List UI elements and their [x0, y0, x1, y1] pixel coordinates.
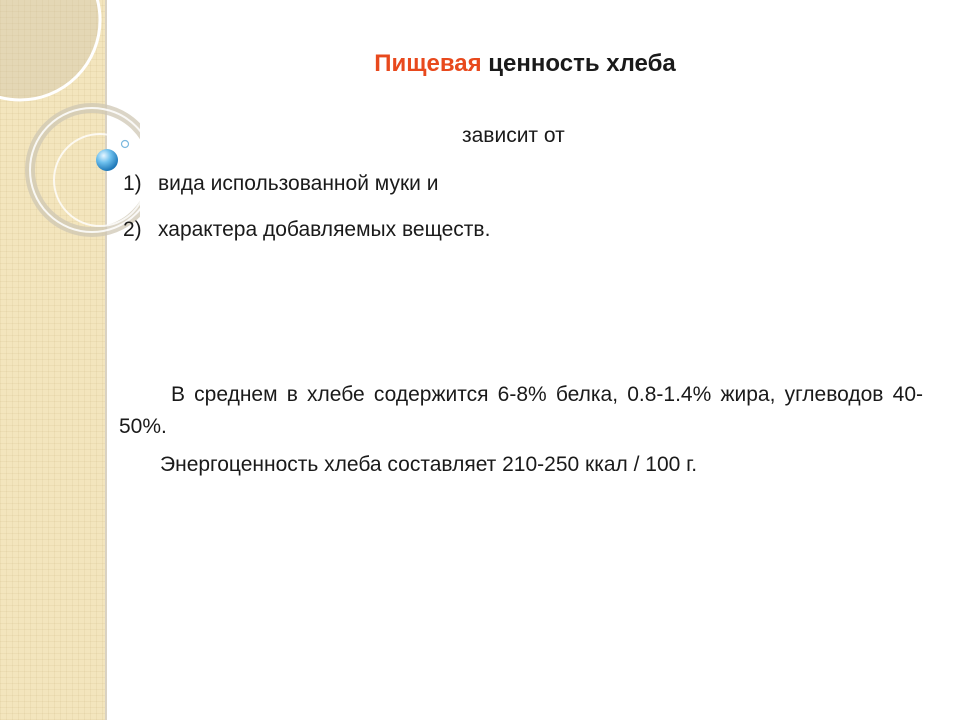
- composition-paragraph: В среднем в хлебе содержится 6-8% белка, 0.8-1.4% жира, углеводов 40-50%.: [119, 383, 923, 438]
- list-item-1: [123, 172, 438, 196]
- list-item-2: [123, 218, 490, 242]
- ring-outer-highlight: [30, 108, 140, 232]
- list-text: вида использованной муки и: [158, 172, 439, 195]
- title-accent: Пищевая: [374, 50, 482, 77]
- intro-text: зависит от: [462, 124, 565, 147]
- list-number: 2): [123, 218, 142, 241]
- blue-ball-icon: [96, 149, 118, 171]
- title-rest: ценность хлеба: [488, 50, 676, 77]
- list-number: 1): [123, 172, 142, 195]
- energy-paragraph: Энергоценность хлеба составляет 210-250 ккал / 100 г.: [160, 453, 698, 476]
- slide-title: [0, 50, 960, 78]
- list-text: характера добавляемых веществ.: [158, 218, 491, 241]
- decorative-rings: [0, 0, 140, 260]
